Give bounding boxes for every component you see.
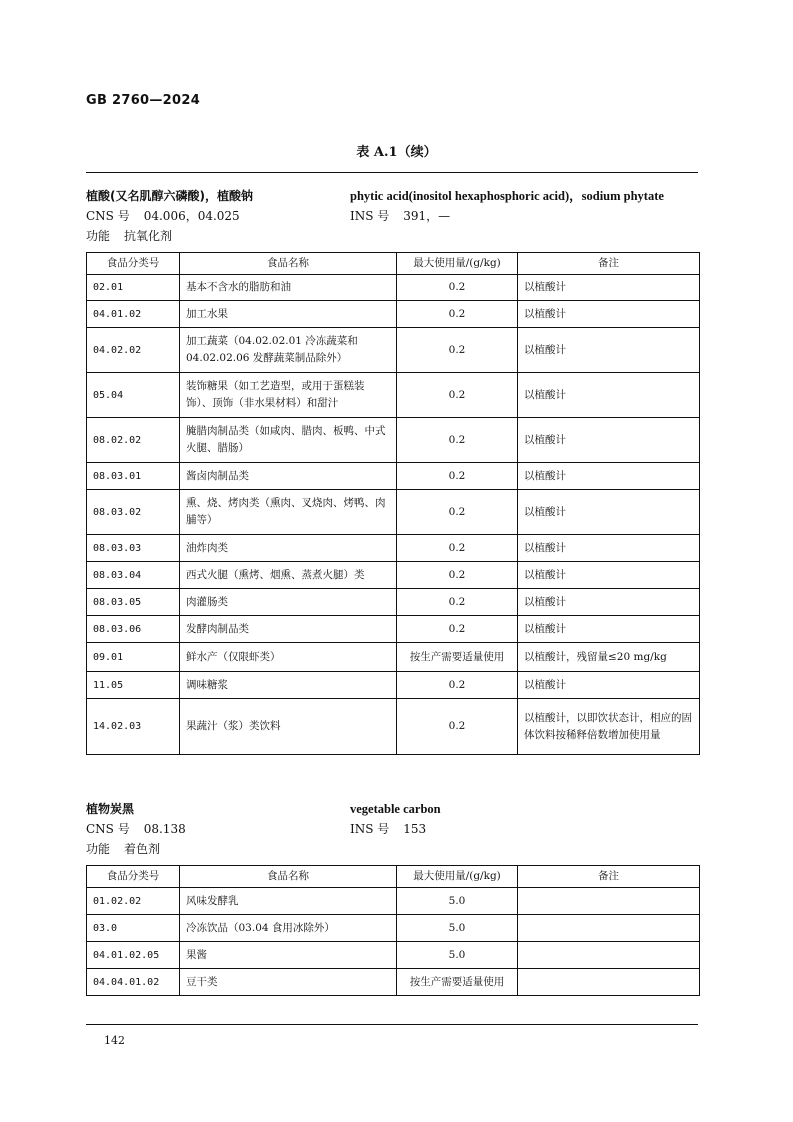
food-category-code: 08.03.01 — [87, 463, 180, 490]
max-usage: 0.2 — [397, 535, 518, 562]
max-usage: 0.2 — [397, 562, 518, 589]
food-category-code: 04.02.02 — [87, 328, 180, 373]
section1-table — [86, 252, 700, 755]
table-row — [87, 373, 700, 418]
max-usage: 0.2 — [397, 589, 518, 616]
max-usage: 0.2 — [397, 373, 518, 418]
table-header-row — [87, 866, 700, 888]
section2-ins-label: INS 号 — [350, 822, 390, 836]
section2-ins — [350, 819, 426, 839]
food-category-code: 08.03.05 — [87, 589, 180, 616]
food-category-code: 14.02.03 — [87, 699, 180, 755]
remark: 以植酸计 — [518, 535, 700, 562]
table-row — [87, 328, 700, 373]
remark — [518, 969, 700, 996]
remark — [518, 942, 700, 969]
col-header-name: 食品名称 — [180, 253, 397, 275]
remark: 以植酸计 — [518, 328, 700, 373]
max-usage: 0.2 — [397, 490, 518, 535]
food-category-code: 08.03.03 — [87, 535, 180, 562]
table-row — [87, 490, 700, 535]
table-row — [87, 942, 700, 969]
remark: 以植酸计 — [518, 672, 700, 699]
food-category-code: 04.04.01.02 — [87, 969, 180, 996]
food-name: 果蔬汁（浆）类饮料 — [180, 699, 397, 755]
max-usage: 0.2 — [397, 418, 518, 463]
table-header-row — [87, 253, 700, 275]
remark: 以植酸计 — [518, 562, 700, 589]
table-row — [87, 616, 700, 643]
table-row — [87, 562, 700, 589]
section1-name-cn: 植酸(又名肌醇六磷酸)，植酸钠 — [86, 189, 253, 203]
max-usage: 0.2 — [397, 328, 518, 373]
table-row — [87, 301, 700, 328]
food-category-code: 05.04 — [87, 373, 180, 418]
top-rule — [86, 172, 698, 173]
food-category-code: 08.02.02 — [87, 418, 180, 463]
food-name: 熏、烧、烤肉类（熏肉、叉烧肉、烤鸭、肉脯等） — [180, 490, 397, 535]
max-usage: 按生产需要适量使用 — [397, 643, 518, 672]
max-usage: 0.2 — [397, 463, 518, 490]
remark: 以植酸计 — [518, 373, 700, 418]
table-row — [87, 589, 700, 616]
food-category-code: 01.02.02 — [87, 888, 180, 915]
section2-function-label: 功能 — [86, 842, 111, 856]
section2-heading — [86, 799, 698, 859]
max-usage: 0.2 — [397, 301, 518, 328]
table-row — [87, 672, 700, 699]
section1-cns — [86, 206, 240, 226]
food-name: 发酵肉制品类 — [180, 616, 397, 643]
table-row — [87, 275, 700, 301]
food-category-code: 03.0 — [87, 915, 180, 942]
table-row — [87, 463, 700, 490]
remark: 以植酸计 — [518, 490, 700, 535]
max-usage: 5.0 — [397, 888, 518, 915]
table-caption: 表 A.1（续） — [356, 145, 437, 160]
section2-name-en: vegetable carbon — [350, 802, 441, 816]
section1-ins — [350, 206, 450, 226]
max-usage: 0.2 — [397, 275, 518, 301]
remark: 以植酸计 — [518, 589, 700, 616]
food-name: 装饰糖果（如工艺造型，或用于蛋糕装饰）、顶饰（非水果材料）和甜汁 — [180, 373, 397, 418]
section1-function-label: 功能 — [86, 229, 111, 243]
food-name: 肉灌肠类 — [180, 589, 397, 616]
table-row — [87, 418, 700, 463]
table-row — [87, 535, 700, 562]
food-name: 鲜水产（仅限虾类） — [180, 643, 397, 672]
food-category-code: 04.01.02.05 — [87, 942, 180, 969]
food-category-code: 02.01 — [87, 275, 180, 301]
section2-function — [86, 839, 160, 859]
section2-cns — [86, 819, 186, 839]
food-name: 西式火腿（熏烤、烟熏、蒸煮火腿）类 — [180, 562, 397, 589]
table-row — [87, 699, 700, 755]
section1-function — [86, 226, 172, 246]
max-usage: 按生产需要适量使用 — [397, 969, 518, 996]
food-name: 基本不含水的脂肪和油 — [180, 275, 397, 301]
col-header-name: 食品名称 — [180, 866, 397, 888]
food-name: 酱卤肉制品类 — [180, 463, 397, 490]
page-number: 142 — [104, 1034, 125, 1047]
col-header-max: 最大使用量/(g/kg) — [397, 253, 518, 275]
max-usage: 0.2 — [397, 616, 518, 643]
food-name: 豆干类 — [180, 969, 397, 996]
table-row — [87, 915, 700, 942]
section2-ins-value: 153 — [403, 822, 427, 836]
food-category-code: 11.05 — [87, 672, 180, 699]
remark: 以植酸计 — [518, 616, 700, 643]
col-header-note: 备注 — [518, 253, 700, 275]
section2-name-cn: 植物炭黑 — [86, 802, 135, 816]
food-category-code: 08.03.06 — [87, 616, 180, 643]
remark: 以植酸计 — [518, 275, 700, 301]
table-row — [87, 969, 700, 996]
max-usage: 0.2 — [397, 672, 518, 699]
remark: 以植酸计 — [518, 418, 700, 463]
section2-cns-label: CNS 号 — [86, 822, 130, 836]
remark: 以植酸计，残留量≤20 mg/kg — [518, 643, 700, 672]
food-name: 风味发酵乳 — [180, 888, 397, 915]
bottom-rule — [86, 1024, 698, 1025]
section2-table — [86, 865, 700, 996]
max-usage: 0.2 — [397, 699, 518, 755]
section1-function-value: 抗氧化剂 — [124, 229, 173, 243]
table-row — [87, 888, 700, 915]
section1-ins-value: 391，— — [403, 209, 451, 223]
section1-heading — [86, 186, 698, 246]
food-name: 加工水果 — [180, 301, 397, 328]
max-usage: 5.0 — [397, 942, 518, 969]
remark — [518, 915, 700, 942]
section1-cns-value: 04.006，04.025 — [143, 209, 240, 223]
food-category-code: 08.03.04 — [87, 562, 180, 589]
col-header-note: 备注 — [518, 866, 700, 888]
food-name: 腌腊肉制品类（如咸肉、腊肉、板鸭、中式火腿、腊肠） — [180, 418, 397, 463]
section2-cns-value: 08.138 — [143, 822, 186, 836]
standard-code: GB 2760—2024 — [86, 93, 201, 108]
food-category-code: 09.01 — [87, 643, 180, 672]
food-name: 加工蔬菜（04.02.02.01 冷冻蔬菜和04.02.02.06 发酵蔬菜制品除外） — [180, 328, 397, 373]
remark — [518, 888, 700, 915]
col-header-code: 食品分类号 — [87, 866, 180, 888]
section1-cns-label: CNS 号 — [86, 209, 130, 223]
col-header-code: 食品分类号 — [87, 253, 180, 275]
max-usage: 5.0 — [397, 915, 518, 942]
section2-function-value: 着色剂 — [124, 842, 161, 856]
table-row — [87, 643, 700, 672]
food-category-code: 04.01.02 — [87, 301, 180, 328]
remark: 以植酸计 — [518, 301, 700, 328]
food-name: 冷冻饮品（03.04 食用冰除外） — [180, 915, 397, 942]
remark: 以植酸计，以即饮状态计，相应的固体饮料按稀释倍数增加使用量 — [518, 699, 700, 755]
section1-name-en: phytic acid(inositol hexaphosphoric acid)，sodium phytate — [350, 189, 664, 203]
food-name: 果酱 — [180, 942, 397, 969]
remark: 以植酸计 — [518, 463, 700, 490]
col-header-max: 最大使用量/(g/kg) — [397, 866, 518, 888]
food-name: 油炸肉类 — [180, 535, 397, 562]
food-category-code: 08.03.02 — [87, 490, 180, 535]
food-name: 调味糖浆 — [180, 672, 397, 699]
section1-ins-label: INS 号 — [350, 209, 390, 223]
